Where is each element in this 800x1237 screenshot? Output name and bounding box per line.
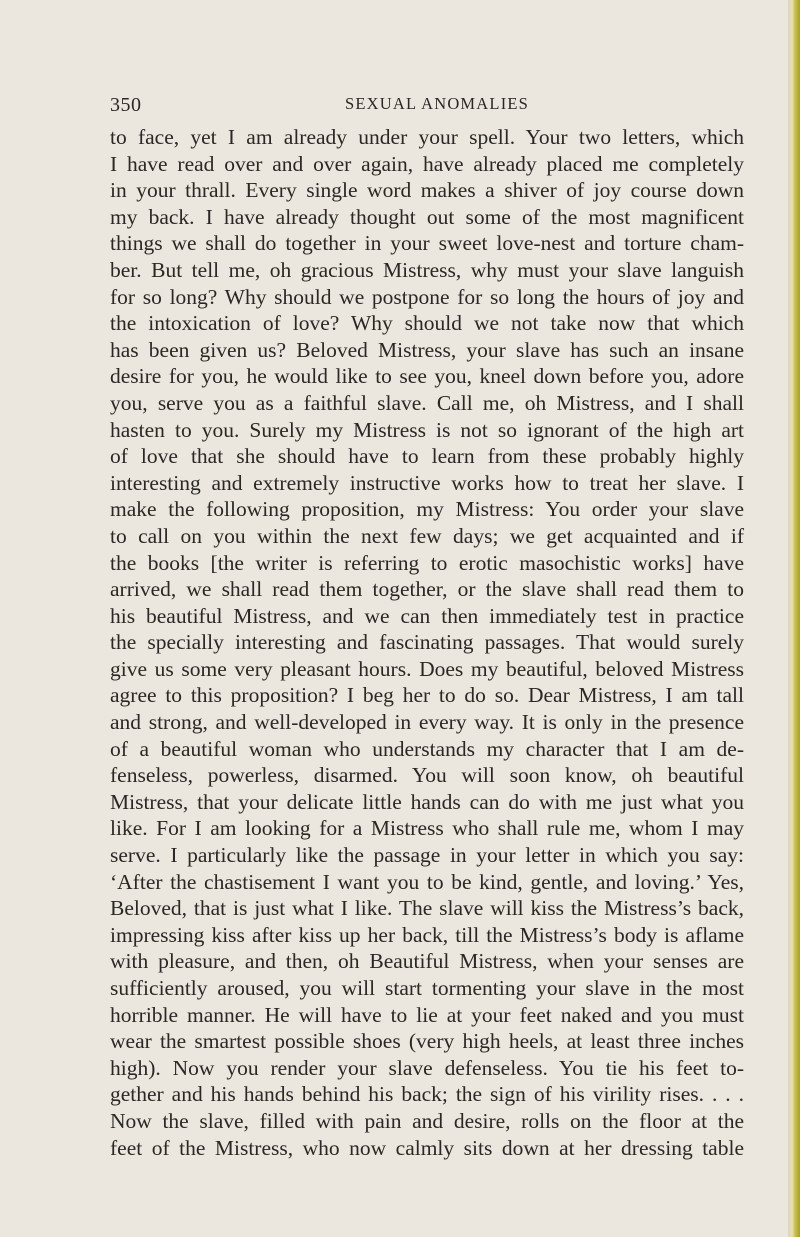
running-head-title: SEXUAL ANOMALIES: [345, 94, 530, 113]
text-line: you, serve you as a faithful slave. Call me, oh Mistress, and I shall: [110, 390, 744, 415]
text-line: to face, yet I am already under your spell. Your two letters, which: [110, 125, 744, 149]
page-edge: [788, 0, 800, 1237]
text-line: gether and his hands behind his back; the sign of his virility rises. . . .: [110, 1082, 744, 1107]
text-line: Now the slave, filled with pain and desire, rolls on the floor at the: [110, 1108, 744, 1133]
text-line: the books [the writer is referring to erotic masochistic works] have: [110, 550, 744, 575]
text-line: high). Now you render your slave defenseless. You tie his feet to-: [110, 1055, 744, 1080]
text-line: the intoxication of love? Why should we not take now that which: [110, 311, 744, 336]
text-line: sufficiently aroused, you will start tormenting your slave in the most: [110, 976, 744, 1000]
text-line: and strong, and well-developed in every way. It is only in the presence: [110, 710, 744, 735]
running-head: [110, 94, 744, 118]
text-line: Mistress, that your delicate little hands can do with me just what you: [110, 789, 744, 814]
text-line: interesting and extremely instructive works how to treat her slave. I: [110, 470, 744, 495]
text-line: agree to this proposition? I beg her to do so. Dear Mistress, I am tall: [110, 683, 744, 708]
text-line: with pleasure, and then, oh Beautiful Mistress, when your senses are: [110, 949, 744, 974]
text-line: feet of the Mistress, who now calmly sits down at her dressing table: [110, 1135, 744, 1160]
text-line: desire for you, he would like to see you, kneel down before you, adore: [110, 364, 744, 389]
text-line: to call on you within the next few days; we get acquainted and if: [110, 523, 744, 548]
text-line: of love that she should have to learn from these probably highly: [110, 444, 744, 469]
text-line: horrible manner. He will have to lie at your feet naked and you must: [110, 1002, 744, 1027]
text-line: wear the smartest possible shoes (very high heels, at least three inches: [110, 1029, 744, 1054]
text-line: in your thrall. Every single word makes a shiver of joy course down: [110, 178, 744, 203]
body-text: [110, 124, 744, 1161]
text-line: like. For I am looking for a Mistress who shall rule me, whom I may: [110, 816, 744, 841]
text-line: give us some very pleasant hours. Does my beautiful, beloved Mistress: [110, 656, 744, 681]
text-line: for so long? Why should we postpone for so long the hours of joy and: [110, 284, 744, 309]
text-line: Beloved, that is just what I like. The slave will kiss the Mistress’s back,: [110, 896, 744, 921]
text-line: the specially interesting and fascinating passages. That would surely: [110, 630, 744, 655]
text-line: make the following proposition, my Mistress: You order your slave: [110, 497, 744, 522]
text-line: serve. I particularly like the passage in your letter in which you say:: [110, 843, 744, 868]
text-line: arrived, we shall read them together, or the slave shall read them to: [110, 577, 744, 602]
text-line: ber. But tell me, oh gracious Mistress, why must your slave languish: [110, 257, 744, 282]
text-line: ‘After the chastisement I want you to be kind, gentle, and loving.’ Yes,: [110, 869, 744, 894]
text-line: impressing kiss after kiss up her back, till the Mistress’s body is aflame: [110, 922, 744, 947]
text-line: things we shall do together in your sweet love-nest and torture cham-: [110, 231, 744, 256]
text-line: I have read over and over again, have already placed me completely: [110, 151, 744, 176]
text-line: hasten to you. Surely my Mistress is not so ignorant of the high art: [110, 417, 744, 442]
page-number: 350: [110, 94, 142, 116]
text-line: fenseless, powerless, disarmed. You will soon know, oh beautiful: [110, 763, 744, 788]
text-line: of a beautiful woman who understands my character that I am de-: [110, 736, 744, 761]
text-line: his beautiful Mistress, and we can then immediately test in practice: [110, 603, 744, 628]
text-line: my back. I have already thought out some of the most magnificent: [110, 204, 744, 229]
text-line: has been given us? Beloved Mistress, your slave has such an insane: [110, 337, 744, 362]
